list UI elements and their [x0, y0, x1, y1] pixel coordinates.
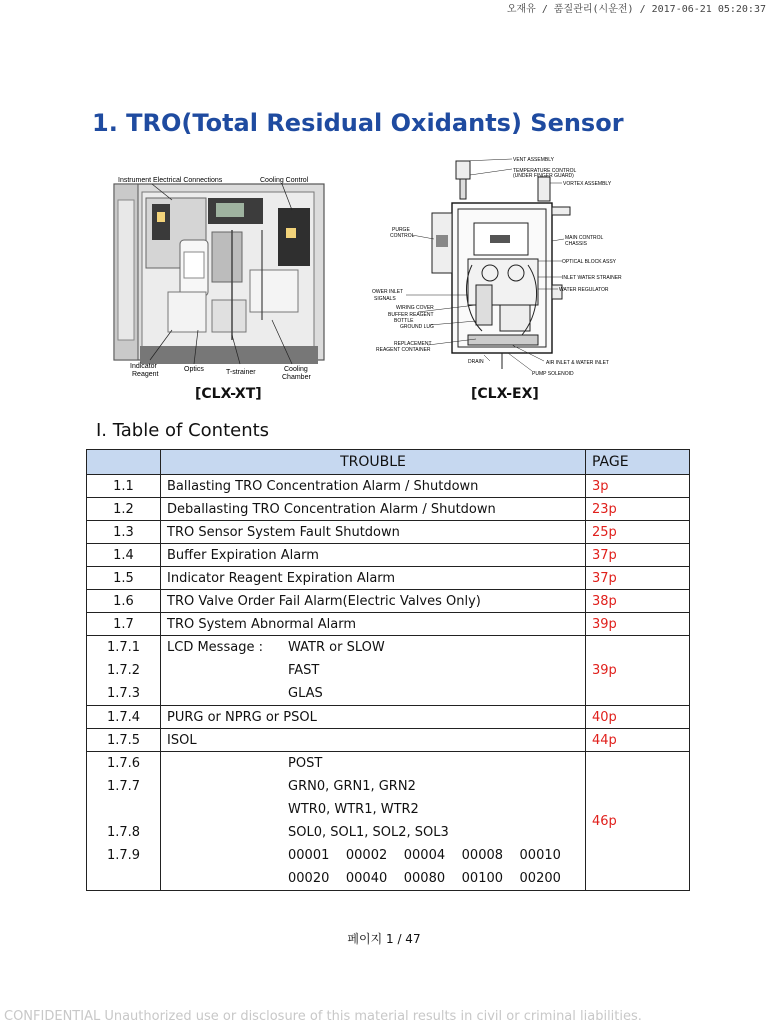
toc-heading: Ⅰ. Table of Contents [96, 420, 270, 441]
toc-trouble: Buffer Expiration Alarm [161, 544, 586, 567]
label-chamber: Chamber [282, 374, 311, 381]
toc-no: 1.2 [87, 498, 161, 521]
toc-no: 1.3 [87, 521, 161, 544]
toc-no: 1.7.5 [87, 729, 161, 752]
toc-lcd-messages [161, 752, 586, 891]
label-cooling: Cooling [284, 366, 308, 373]
toc-no: 1.7.1 [106, 640, 141, 655]
page-number: 페이지 1 / 47 [347, 932, 421, 946]
label-cooling-control: Cooling Control [260, 177, 309, 184]
clx-ex-figure [372, 155, 622, 380]
label-tstrainer: T-strainer [226, 369, 256, 376]
label-temperature-control: TEMPERATURE CONTROL [513, 168, 577, 174]
toc-no: 1.7.3 [106, 686, 141, 701]
lcd-message: 00001 00002 00004 00008 00010 [288, 848, 561, 863]
toc-no: 1.1 [87, 475, 161, 498]
toc-row [87, 706, 690, 729]
document-meta-header: 오재유 / 품질관리(시운전) / 2017-06-21 05:20:37 [506, 4, 766, 15]
lcd-message: PURG or NPRG or PSOL [161, 706, 586, 729]
toc-row [87, 498, 690, 521]
toc-header-trouble: TROUBLE [161, 450, 586, 475]
toc-page: 46p [586, 752, 690, 891]
toc-row [87, 521, 690, 544]
toc-header-page: PAGE [586, 450, 690, 475]
toc-no: 1.7.7 [106, 779, 141, 794]
label-vent-assembly: VENT ASSEMBLY [513, 157, 554, 163]
label-pump-solenoid: PUMP SOLENOID [532, 371, 574, 377]
toc-lcd-messages [161, 636, 586, 706]
label-air-inlet: AIR INLET & WATER INLET [546, 360, 609, 366]
label-water-regulator: WATER REGULATOR [559, 287, 609, 293]
toc-no [93, 867, 154, 890]
label-replacement: REPLACEMENT [394, 341, 432, 347]
label-reagent: Reagent [132, 371, 159, 378]
toc-no: 1.7.9 [106, 848, 141, 863]
toc-row [87, 567, 690, 590]
toc-page: 40p [586, 706, 690, 729]
toc-row [87, 475, 690, 498]
label-instrument-connections: Instrument Electrical Connections [118, 177, 223, 184]
toc-no: 1.7 [87, 613, 161, 636]
toc-page: 39p [586, 613, 690, 636]
toc-no-stack [87, 752, 161, 891]
clx-ex-caption: [CLX-EX] [471, 386, 539, 402]
page-title: 1. TRO(Total Residual Oxidants) Sensor [92, 109, 624, 137]
label-buffer-reagent: BUFFER REAGENT [388, 312, 434, 318]
label-optical-block: OPTICAL BLOCK ASSY [562, 259, 617, 265]
label-ground-lug: GROUND LUG [400, 324, 434, 330]
toc-trouble: TRO System Abnormal Alarm [161, 613, 586, 636]
toc-trouble: Ballasting TRO Concentration Alarm / Shutdown [161, 475, 586, 498]
clx-xt-figure [112, 170, 327, 385]
confidential-notice: CONFIDENTIAL Unauthorized use or disclosure of this material results in civil or criminal liabilities. [4, 1009, 642, 1024]
lcd-message: FAST [288, 663, 320, 678]
toc-page: 37p [586, 544, 690, 567]
toc-no-stack [87, 636, 161, 706]
toc-page: 38p [586, 590, 690, 613]
lcd-message: GRN0, GRN1, GRN2 [288, 779, 416, 794]
toc-row [87, 590, 690, 613]
label-vortex-assembly: VORTEX ASSEMBLY [563, 181, 612, 187]
toc-no: 1.7.2 [106, 663, 141, 678]
toc-no: 1.7.4 [87, 706, 161, 729]
label-purge: PURGE [392, 227, 410, 233]
lcd-message: WATR or SLOW [288, 640, 385, 655]
label-optics: Optics [184, 366, 204, 373]
toc-no: 1.7.6 [106, 756, 141, 771]
label-indicator: Indicator [130, 363, 157, 370]
toc-page: 39p [586, 636, 690, 706]
toc-header-no [87, 450, 161, 475]
lcd-message: GLAS [288, 686, 323, 701]
lcd-message: 00020 00040 00080 00100 00200 [288, 871, 561, 886]
label-purge-control: CONTROL [390, 233, 415, 239]
lcd-message: WTR0, WTR1, WTR2 [288, 802, 419, 817]
toc-page: 37p [586, 567, 690, 590]
toc-no: 1.6 [87, 590, 161, 613]
label-bottle: BOTTLE [394, 318, 414, 324]
toc-page: 44p [586, 729, 690, 752]
label-power-inlet: OWER INLET [372, 289, 404, 295]
toc-page: 3p [586, 475, 690, 498]
label-drain: DRAIN [468, 359, 484, 365]
toc-page: 25p [586, 521, 690, 544]
lcd-message: SOL0, SOL1, SOL2, SOL3 [288, 825, 449, 840]
clx-xt-caption: [CLX-XT] [195, 386, 262, 402]
toc-row [87, 544, 690, 567]
toc-trouble: TRO Valve Order Fail Alarm(Electric Valves Only) [161, 590, 586, 613]
label-inlet-strainer: INLET WATER STRAINER [562, 275, 622, 281]
toc-no: 1.7.8 [106, 825, 141, 840]
lcd-message: ISOL [161, 729, 586, 752]
label-reagent-container: REAGENT CONTAINER [376, 347, 431, 353]
toc-trouble: Deballasting TRO Concentration Alarm / Shutdown [161, 498, 586, 521]
toc-header-row [87, 450, 690, 475]
toc-trouble: TRO Sensor System Fault Shutdown [161, 521, 586, 544]
toc-page: 23p [586, 498, 690, 521]
lcd-message: POST [288, 756, 323, 771]
label-main-control: MAIN CONTROL [565, 235, 604, 241]
toc-row [87, 613, 690, 636]
toc-table [86, 449, 690, 891]
lcd-message-label: LCD Message : [167, 640, 263, 655]
toc-row [87, 729, 690, 752]
toc-no: 1.4 [87, 544, 161, 567]
label-chassis: CHASSIS [565, 241, 587, 247]
toc-no: 1.5 [87, 567, 161, 590]
toc-row-lcd-group-3 [87, 752, 690, 891]
label-under-finger-guard: (UNDER FINGER GUARD) [513, 173, 574, 179]
label-signals: SIGNALS [374, 296, 396, 302]
toc-trouble: Indicator Reagent Expiration Alarm [161, 567, 586, 590]
toc-row-lcd-group-1 [87, 636, 690, 706]
toc-no [93, 798, 154, 821]
label-wiring-cover: WIRING COVER [396, 305, 434, 311]
